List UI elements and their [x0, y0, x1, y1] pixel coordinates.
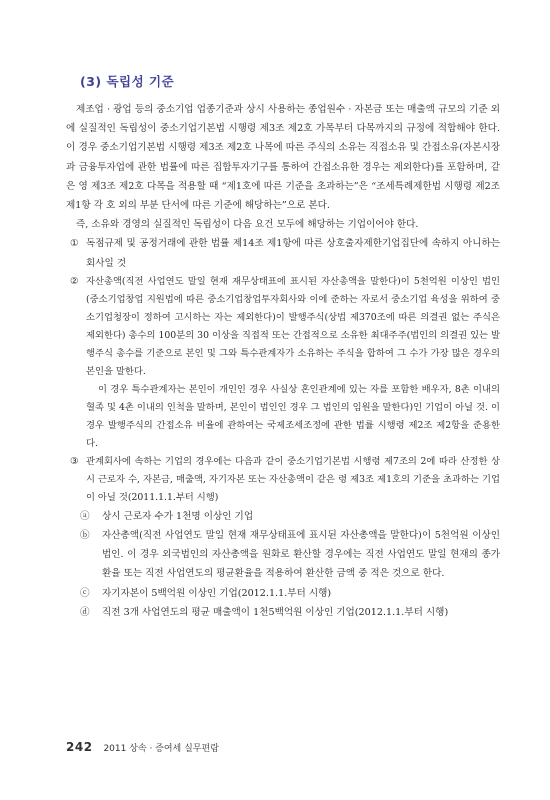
section-title: (3) 독립성 기준	[80, 74, 175, 89]
sub-item-b	[66, 526, 500, 584]
sub-item-letter: ⓓ	[80, 606, 90, 618]
sub-item-letter: ⓒ	[80, 587, 90, 599]
list-item-2	[66, 273, 500, 381]
sub-item-c	[66, 584, 500, 603]
list-number: ③	[70, 455, 79, 467]
list-item-text: 자산총액(직전 사업연도 말일 현재 재무상태표에 표시된 자산총액을 말한다)이 5천억원 이상인 법인(중소기업창업 지원법에 따른 중소기업창업투자회사와 이에 준하는 자로서 중소기업 육성을 위하여 중소기업청장이 정하여 고시하는 자는 제외한다)이 발행주식(상법 제370조에 따른 의결권 없는 주식은 제외한다) 총수의 100분의 30 이상을 직접적 또는 간접적으로 소유한 최대주주(법인의 의결권 있는 발행주식 총수를 기준으로 본인 및 그와 특수관계자가 소유하는 주식을 합하여 그 수가 가장 많은 경우의 본인을 말한다.	[86, 275, 500, 377]
page-number: 242	[66, 740, 93, 754]
paragraph-independence-criteria: 제조업 · 광업 등의 중소기업 업종기준과 상시 사용하는 종업원수 · 자본금 또는 매출액 규모의 기준 외에 실질적인 독립성이 중소기업기본법 시행령 제3조 제2호 가목부터 다목까지의 규정에 적합해야 한다. 이 경우 중소기업기본법 시행령 제3조 제2호 나목에 따른 주식의 소유는 직접소유 및 간접소유(자본시장과 금융투자업에 관한 법률에 따른 집합투자기구를 통하여 간접소유한 경우는 제외한다)를 포함하며, 같은 영 제3조 제2호 다목을 적용할 때 “제1호에 따른 기준을 초과하는”은 “조세특례제한법 시행령 제2조 제1항 각 호 외의 부분 단서에 따른 기준에 해당하는”으로 본다.	[66, 104, 500, 212]
paragraph-requirements-intro: 즉, 소유와 경영의 실질적인 독립성이 다음 요건 모두에 해당하는 기업이어야 한다.	[76, 219, 419, 231]
sub-item-letter: ⓑ	[80, 530, 90, 542]
list-number: ②	[70, 275, 79, 287]
list-item-2-note: 이 경우 특수관계자는 본인이 개인인 경우 사실상 혼인관계에 있는 자를 포함한 배우자, 8촌 이내의 혈족 및 4촌 이내의 인척을 말하며, 본인이 법인인 경우 그 법인의 임원을 말한다)인 기업이 아닐 것. 이 경우 발행주식의 간접소유 비율에 관하여는 국제조세조정에 관한 법률 시행령 제2조 제2항을 준용한다.	[86, 383, 500, 449]
list-item-3	[66, 453, 500, 507]
list-item-text: 관계회사에 속하는 기업의 경우에는 다음과 같이 중소기업기본법 시행령 제7조의 2에 따라 산정한 상시 근로자 수, 자본금, 매출액, 자기자본 또는 자산총액이 같은 령 제3조 제1호의 기준을 초과하는 기업이 아닐 것(2011.1.1.부터 시행)	[86, 455, 500, 503]
list-item-1	[66, 234, 500, 272]
list-number: ①	[70, 238, 79, 250]
book-title: 2011 상속 · 증여세 실무편람	[103, 744, 219, 754]
page-footer	[66, 740, 219, 754]
sub-item-text: 직전 3개 사업연도의 평균 매출액이 1천5백억원 이상인 기업(2012.1.1.부터 시행)	[102, 606, 449, 618]
body-text	[66, 100, 500, 622]
sub-item-letter: ⓐ	[80, 510, 90, 522]
sub-item-d	[66, 603, 500, 622]
list-item-text: 독점규제 및 공정거래에 관한 법률 제14조 제1항에 따른 상호출자제한기업집단에 속하지 아니하는 회사일 것	[86, 238, 500, 269]
sub-item-a	[66, 507, 500, 526]
sub-item-text: 상시 근로자 수가 1천명 이상인 기업	[102, 510, 254, 522]
sub-item-text: 자기자본이 5백억원 이상인 기업(2012.1.1.부터 시행)	[102, 587, 332, 599]
sub-item-text: 자산총액(직전 사업연도 말일 현재 재무상태표에 표시된 자산총액을 말한다)이 5천억원 이상인 법인. 이 경우 외국법인의 자산총액을 원화로 환산할 경우에는 직전 사업연도 말일 현재의 종가환율 또는 직전 사업연도의 평균환율을 적용하여 환산한 금액 중 적은 것으로 한다.	[102, 530, 500, 580]
